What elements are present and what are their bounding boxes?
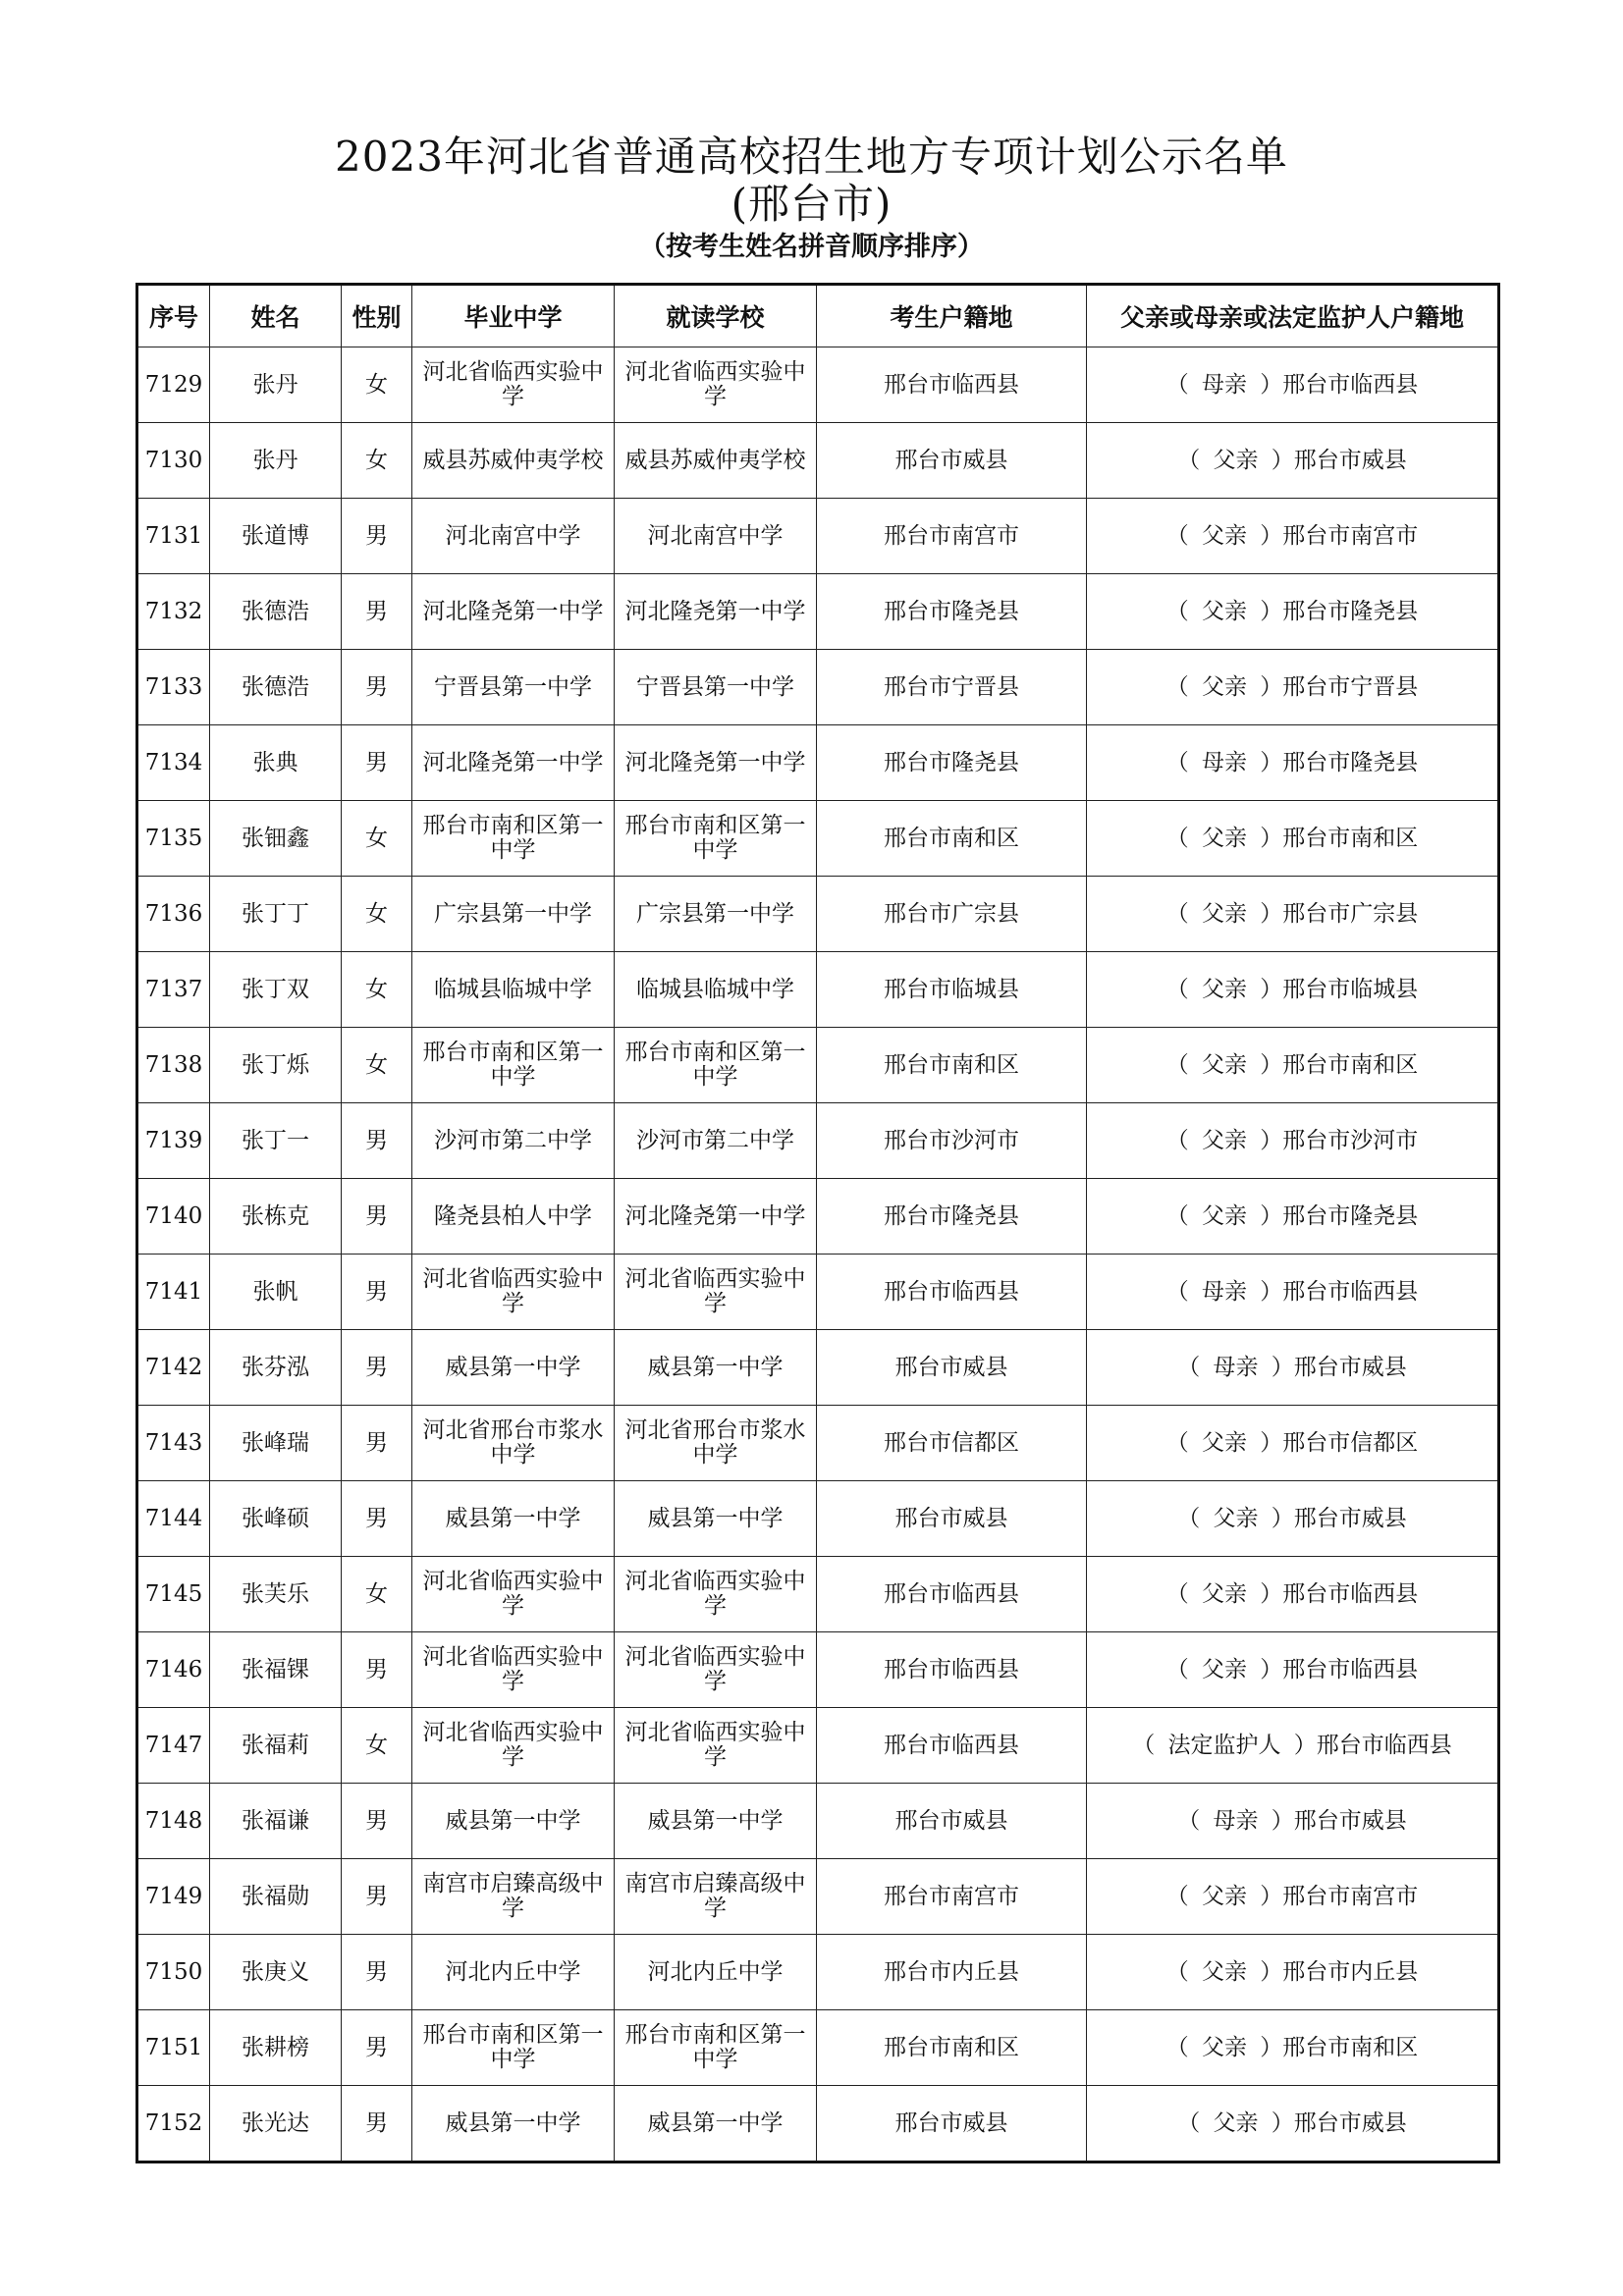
cell-name: 张典 xyxy=(210,725,342,801)
cell-grad-school: 临城县临城中学 xyxy=(412,952,615,1028)
cell-current-school: 河北省临西实验中学 xyxy=(615,347,817,423)
cell-name: 张峰瑞 xyxy=(210,1406,342,1481)
cell-seq: 7131 xyxy=(137,499,210,574)
table-row xyxy=(137,347,1499,423)
page-title-region: (邢台市) xyxy=(730,180,893,228)
cell-grad-school: 威县第一中学 xyxy=(412,1481,615,1557)
cell-name: 张道博 xyxy=(210,499,342,574)
cell-guardian-hukou: （ 父亲 ）邢台市广宗县 xyxy=(1087,877,1499,952)
cell-seq: 7141 xyxy=(137,1255,210,1330)
cell-seq: 7152 xyxy=(137,2086,210,2163)
cell-guardian-hukou: （ 母亲 ）邢台市威县 xyxy=(1087,1330,1499,1406)
cell-hukou: 邢台市宁晋县 xyxy=(817,650,1087,725)
cell-gender: 男 xyxy=(342,650,412,725)
cell-name: 张德浩 xyxy=(210,650,342,725)
cell-guardian-hukou: （ 父亲 ）邢台市沙河市 xyxy=(1087,1103,1499,1179)
table-row xyxy=(137,1103,1499,1179)
cell-seq: 7149 xyxy=(137,1859,210,1935)
cell-seq: 7143 xyxy=(137,1406,210,1481)
cell-seq: 7138 xyxy=(137,1028,210,1103)
cell-current-school: 南宫市启臻高级中学 xyxy=(615,1859,817,1935)
column-header-hukou: 考生户籍地 xyxy=(817,285,1087,347)
cell-current-school: 河北隆尧第一中学 xyxy=(615,1179,817,1255)
table-row xyxy=(137,801,1499,877)
cell-gender: 男 xyxy=(342,574,412,650)
cell-name: 张丁一 xyxy=(210,1103,342,1179)
cell-guardian-hukou: （ 父亲 ）邢台市隆尧县 xyxy=(1087,574,1499,650)
cell-gender: 男 xyxy=(342,499,412,574)
page-title: 2023年河北省普通高校招生地方专项计划公示名单 xyxy=(335,133,1288,181)
table-row xyxy=(137,574,1499,650)
cell-name: 张芙乐 xyxy=(210,1557,342,1632)
cell-hukou: 邢台市南和区 xyxy=(817,801,1087,877)
page-subtitle: （按考生姓名拼音顺序排序） xyxy=(639,232,984,262)
cell-gender: 男 xyxy=(342,1859,412,1935)
cell-hukou: 邢台市隆尧县 xyxy=(817,574,1087,650)
cell-guardian-hukou: （ 父亲 ）邢台市内丘县 xyxy=(1087,1935,1499,2010)
cell-current-school: 广宗县第一中学 xyxy=(615,877,817,952)
cell-seq: 7139 xyxy=(137,1103,210,1179)
cell-current-school: 河北内丘中学 xyxy=(615,1935,817,2010)
cell-guardian-hukou: （ 父亲 ）邢台市威县 xyxy=(1087,1481,1499,1557)
cell-grad-school: 威县第一中学 xyxy=(412,1330,615,1406)
cell-grad-school: 邢台市南和区第一中学 xyxy=(412,2010,615,2086)
cell-guardian-hukou: （ 父亲 ）邢台市南宫市 xyxy=(1087,499,1499,574)
table-row xyxy=(137,725,1499,801)
cell-name: 张丁烁 xyxy=(210,1028,342,1103)
cell-gender: 男 xyxy=(342,1481,412,1557)
cell-current-school: 威县苏威仲夷学校 xyxy=(615,423,817,499)
table-header-row xyxy=(137,285,1499,347)
cell-current-school: 河北隆尧第一中学 xyxy=(615,725,817,801)
cell-current-school: 河北隆尧第一中学 xyxy=(615,574,817,650)
cell-hukou: 邢台市南宫市 xyxy=(817,499,1087,574)
cell-gender: 男 xyxy=(342,1935,412,2010)
cell-grad-school: 威县第一中学 xyxy=(412,2086,615,2163)
table-row xyxy=(137,1179,1499,1255)
cell-name: 张光达 xyxy=(210,2086,342,2163)
cell-seq: 7136 xyxy=(137,877,210,952)
cell-current-school: 邢台市南和区第一中学 xyxy=(615,1028,817,1103)
cell-current-school: 河北省邢台市浆水中学 xyxy=(615,1406,817,1481)
cell-current-school: 河北省临西实验中学 xyxy=(615,1255,817,1330)
column-header-current-school: 就读学校 xyxy=(615,285,817,347)
cell-guardian-hukou: （ 父亲 ）邢台市南宫市 xyxy=(1087,1859,1499,1935)
cell-current-school: 威县第一中学 xyxy=(615,1330,817,1406)
cell-guardian-hukou: （ 父亲 ）邢台市威县 xyxy=(1087,423,1499,499)
cell-gender: 女 xyxy=(342,347,412,423)
cell-grad-school: 隆尧县柏人中学 xyxy=(412,1179,615,1255)
cell-current-school: 宁晋县第一中学 xyxy=(615,650,817,725)
cell-hukou: 邢台市临西县 xyxy=(817,347,1087,423)
cell-grad-school: 南宫市启臻高级中学 xyxy=(412,1859,615,1935)
cell-gender: 男 xyxy=(342,725,412,801)
cell-guardian-hukou: （ 父亲 ）邢台市南和区 xyxy=(1087,2010,1499,2086)
cell-grad-school: 邢台市南和区第一中学 xyxy=(412,1028,615,1103)
cell-current-school: 河北省临西实验中学 xyxy=(615,1632,817,1708)
cell-hukou: 邢台市内丘县 xyxy=(817,1935,1087,2010)
cell-hukou: 邢台市沙河市 xyxy=(817,1103,1087,1179)
cell-current-school: 威县第一中学 xyxy=(615,1784,817,1859)
cell-guardian-hukou: （ 父亲 ）邢台市临西县 xyxy=(1087,1557,1499,1632)
cell-guardian-hukou: （ 父亲 ）邢台市南和区 xyxy=(1087,801,1499,877)
cell-grad-school: 河北隆尧第一中学 xyxy=(412,574,615,650)
cell-grad-school: 河北南宫中学 xyxy=(412,499,615,574)
cell-name: 张福谦 xyxy=(210,1784,342,1859)
cell-hukou: 邢台市南和区 xyxy=(817,2010,1087,2086)
cell-name: 张德浩 xyxy=(210,574,342,650)
cell-seq: 7147 xyxy=(137,1708,210,1784)
cell-hukou: 邢台市信都区 xyxy=(817,1406,1087,1481)
cell-gender: 男 xyxy=(342,1330,412,1406)
cell-gender: 男 xyxy=(342,1255,412,1330)
table-row xyxy=(137,1481,1499,1557)
cell-current-school: 威县第一中学 xyxy=(615,1481,817,1557)
cell-grad-school: 邢台市南和区第一中学 xyxy=(412,801,615,877)
cell-guardian-hukou: （ 父亲 ）邢台市临西县 xyxy=(1087,1632,1499,1708)
column-header-guardian-hukou: 父亲或母亲或法定监护人户籍地 xyxy=(1087,285,1499,347)
cell-hukou: 邢台市南宫市 xyxy=(817,1859,1087,1935)
cell-hukou: 邢台市临西县 xyxy=(817,1708,1087,1784)
cell-grad-school: 河北省临西实验中学 xyxy=(412,347,615,423)
roster-body xyxy=(137,347,1499,2163)
cell-gender: 男 xyxy=(342,1784,412,1859)
cell-name: 张丁双 xyxy=(210,952,342,1028)
cell-hukou: 邢台市威县 xyxy=(817,423,1087,499)
table-row xyxy=(137,952,1499,1028)
cell-grad-school: 河北省邢台市浆水中学 xyxy=(412,1406,615,1481)
cell-name: 张丹 xyxy=(210,423,342,499)
table-row xyxy=(137,423,1499,499)
cell-gender: 女 xyxy=(342,1557,412,1632)
cell-gender: 男 xyxy=(342,2010,412,2086)
cell-guardian-hukou: （ 母亲 ）邢台市威县 xyxy=(1087,1784,1499,1859)
cell-name: 张芬泓 xyxy=(210,1330,342,1406)
cell-grad-school: 威县苏威仲夷学校 xyxy=(412,423,615,499)
cell-gender: 男 xyxy=(342,1406,412,1481)
cell-seq: 7137 xyxy=(137,952,210,1028)
cell-hukou: 邢台市威县 xyxy=(817,1330,1087,1406)
table-row xyxy=(137,1935,1499,2010)
cell-grad-school: 沙河市第二中学 xyxy=(412,1103,615,1179)
cell-gender: 女 xyxy=(342,1028,412,1103)
cell-guardian-hukou: （ 父亲 ）邢台市威县 xyxy=(1087,2086,1499,2163)
table-row xyxy=(137,2010,1499,2086)
cell-gender: 男 xyxy=(342,1632,412,1708)
cell-hukou: 邢台市广宗县 xyxy=(817,877,1087,952)
cell-guardian-hukou: （ 母亲 ）邢台市隆尧县 xyxy=(1087,725,1499,801)
cell-hukou: 邢台市威县 xyxy=(817,1784,1087,1859)
cell-gender: 女 xyxy=(342,801,412,877)
cell-hukou: 邢台市隆尧县 xyxy=(817,725,1087,801)
cell-gender: 男 xyxy=(342,1103,412,1179)
table-row xyxy=(137,877,1499,952)
cell-gender: 女 xyxy=(342,877,412,952)
cell-hukou: 邢台市南和区 xyxy=(817,1028,1087,1103)
cell-name: 张庚义 xyxy=(210,1935,342,2010)
cell-seq: 7133 xyxy=(137,650,210,725)
cell-current-school: 沙河市第二中学 xyxy=(615,1103,817,1179)
cell-seq: 7151 xyxy=(137,2010,210,2086)
table-row xyxy=(137,1028,1499,1103)
table-row xyxy=(137,1708,1499,1784)
cell-gender: 男 xyxy=(342,1179,412,1255)
cell-hukou: 邢台市威县 xyxy=(817,1481,1087,1557)
cell-grad-school: 河北隆尧第一中学 xyxy=(412,725,615,801)
cell-name: 张福莉 xyxy=(210,1708,342,1784)
column-header-seq: 序号 xyxy=(137,285,210,347)
cell-seq: 7134 xyxy=(137,725,210,801)
cell-current-school: 邢台市南和区第一中学 xyxy=(615,2010,817,2086)
cell-current-school: 河北省临西实验中学 xyxy=(615,1708,817,1784)
table-row xyxy=(137,1632,1499,1708)
cell-seq: 7135 xyxy=(137,801,210,877)
cell-gender: 女 xyxy=(342,952,412,1028)
cell-grad-school: 河北省临西实验中学 xyxy=(412,1557,615,1632)
cell-guardian-hukou: （ 父亲 ）邢台市隆尧县 xyxy=(1087,1179,1499,1255)
cell-seq: 7150 xyxy=(137,1935,210,2010)
roster-table xyxy=(135,283,1500,2163)
cell-guardian-hukou: （ 母亲 ）邢台市临西县 xyxy=(1087,347,1499,423)
cell-grad-school: 宁晋县第一中学 xyxy=(412,650,615,725)
cell-current-school: 邢台市南和区第一中学 xyxy=(615,801,817,877)
table-row xyxy=(137,1557,1499,1632)
cell-grad-school: 河北省临西实验中学 xyxy=(412,1255,615,1330)
cell-name: 张丁丁 xyxy=(210,877,342,952)
table-row xyxy=(137,499,1499,574)
cell-seq: 7129 xyxy=(137,347,210,423)
cell-seq: 7132 xyxy=(137,574,210,650)
cell-hukou: 邢台市临西县 xyxy=(817,1255,1087,1330)
cell-name: 张钿鑫 xyxy=(210,801,342,877)
cell-seq: 7144 xyxy=(137,1481,210,1557)
cell-name: 张帆 xyxy=(210,1255,342,1330)
cell-grad-school: 威县第一中学 xyxy=(412,1784,615,1859)
cell-guardian-hukou: （ 父亲 ）邢台市宁晋县 xyxy=(1087,650,1499,725)
cell-name: 张峰硕 xyxy=(210,1481,342,1557)
cell-hukou: 邢台市隆尧县 xyxy=(817,1179,1087,1255)
cell-current-school: 临城县临城中学 xyxy=(615,952,817,1028)
cell-guardian-hukou: （ 法定监护人 ）邢台市临西县 xyxy=(1087,1708,1499,1784)
table-row xyxy=(137,1859,1499,1935)
cell-seq: 7145 xyxy=(137,1557,210,1632)
cell-name: 张福勋 xyxy=(210,1859,342,1935)
cell-seq: 7140 xyxy=(137,1179,210,1255)
cell-name: 张耕榜 xyxy=(210,2010,342,2086)
cell-seq: 7130 xyxy=(137,423,210,499)
column-header-grad-school: 毕业中学 xyxy=(412,285,615,347)
cell-current-school: 河北省临西实验中学 xyxy=(615,1557,817,1632)
cell-hukou: 邢台市临西县 xyxy=(817,1557,1087,1632)
cell-current-school: 河北南宫中学 xyxy=(615,499,817,574)
cell-hukou: 邢台市临城县 xyxy=(817,952,1087,1028)
table-row xyxy=(137,1255,1499,1330)
cell-name: 张丹 xyxy=(210,347,342,423)
cell-hukou: 邢台市临西县 xyxy=(817,1632,1087,1708)
cell-hukou: 邢台市威县 xyxy=(817,2086,1087,2163)
table-row xyxy=(137,650,1499,725)
column-header-gender: 性别 xyxy=(342,285,412,347)
cell-gender: 女 xyxy=(342,423,412,499)
column-header-name: 姓名 xyxy=(210,285,342,347)
cell-grad-school: 河北省临西实验中学 xyxy=(412,1708,615,1784)
cell-gender: 女 xyxy=(342,1708,412,1784)
cell-seq: 7148 xyxy=(137,1784,210,1859)
cell-current-school: 威县第一中学 xyxy=(615,2086,817,2163)
table-row xyxy=(137,1330,1499,1406)
table-row xyxy=(137,2086,1499,2163)
cell-grad-school: 河北内丘中学 xyxy=(412,1935,615,2010)
cell-name: 张福锞 xyxy=(210,1632,342,1708)
cell-seq: 7142 xyxy=(137,1330,210,1406)
cell-grad-school: 广宗县第一中学 xyxy=(412,877,615,952)
cell-guardian-hukou: （ 母亲 ）邢台市临西县 xyxy=(1087,1255,1499,1330)
cell-guardian-hukou: （ 父亲 ）邢台市南和区 xyxy=(1087,1028,1499,1103)
table-row xyxy=(137,1784,1499,1859)
cell-grad-school: 河北省临西实验中学 xyxy=(412,1632,615,1708)
cell-guardian-hukou: （ 父亲 ）邢台市临城县 xyxy=(1087,952,1499,1028)
cell-seq: 7146 xyxy=(137,1632,210,1708)
table-row xyxy=(137,1406,1499,1481)
cell-guardian-hukou: （ 父亲 ）邢台市信都区 xyxy=(1087,1406,1499,1481)
cell-gender: 男 xyxy=(342,2086,412,2163)
cell-name: 张栋克 xyxy=(210,1179,342,1255)
